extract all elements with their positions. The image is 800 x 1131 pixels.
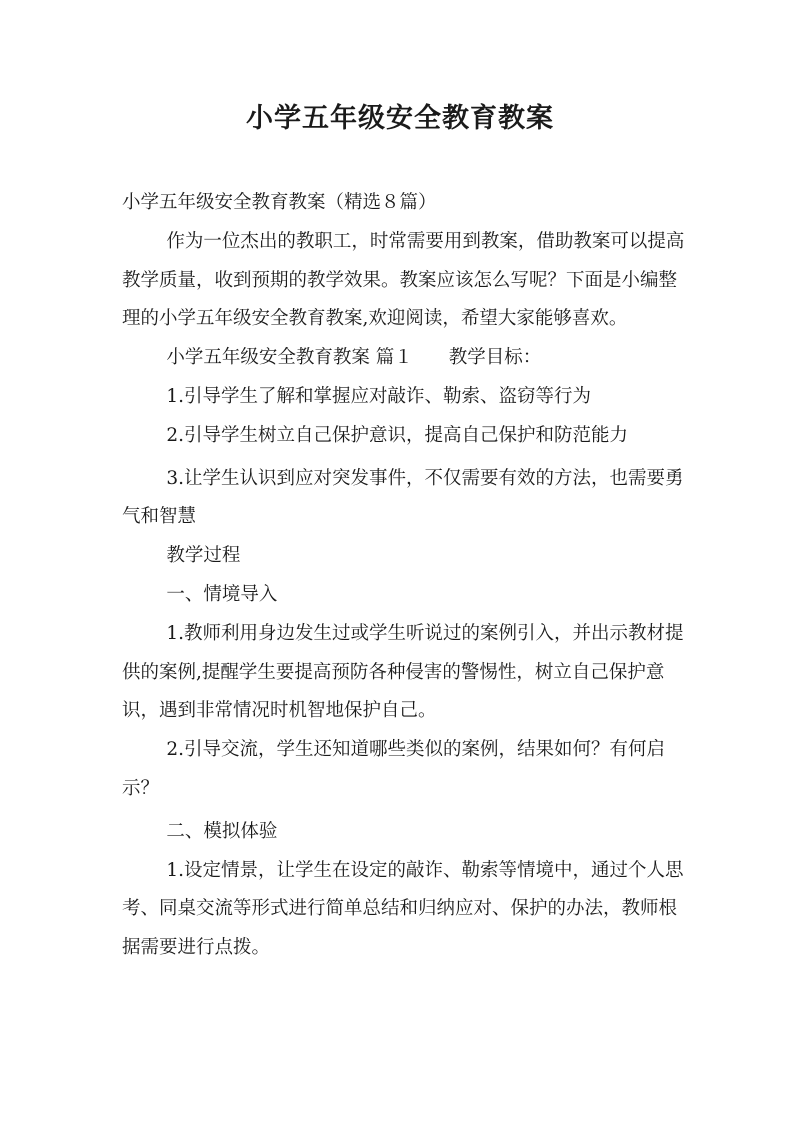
document-subtitle: 小学五年级安全教育教案（精选８篇） [122,192,437,213]
section-heading: 小学五年级安全教育教案 篇１ [166,347,413,369]
document-title: 小学五年级安全教育教案 [246,103,554,134]
process-heading: 教学过程 [166,545,241,567]
objective-3: 3.让学生认识到应对突发事件，不仅需要有效的方法，也需要勇气和智慧 [122,467,684,528]
section-heading-line [122,339,692,378]
part-2-item-1: 1.设定情景，让学生在设定的敲诈、勒索等情境中，通过个人思考、同桌交流等形式进行简单总结和归纳应对、保护的办法，教师根据需要进行点拨。 [122,859,684,959]
part-1-item-2: 2.引导交流，学生还知道哪些类似的案例，结果如何？有何启示？ [122,739,666,799]
document-body [122,184,692,968]
objective-1: 1.引导学生了解和掌握应对敲诈、勒索、盗窃等行为 [166,385,592,407]
objective-2: 2.引导学生树立自己保护意识，提高自己保护和防范能力 [166,424,629,446]
part-1-item-1: 1.教师利用身边发生过或学生听说过的案例引入，并出示教材提供的案例,提醒学生要提高预防各种侵害的警惕性，树立自己保护意识，遇到非常情况时机智地保护自己。 [122,622,684,722]
intro-paragraph: 作为一位杰出的教职工，时常需要用到教案，借助教案可以提高教学质量，收到预期的教学效果。教案应该怎么写呢？下面是小编整理的小学五年级安全教育教案,欢迎阅读，希望大家能够喜欢。 [122,230,685,330]
part-1-heading: 一、情境导入 [166,583,278,605]
part-2-heading: 二、模拟体验 [166,820,278,842]
objectives-label: 教学目标： [448,347,542,369]
